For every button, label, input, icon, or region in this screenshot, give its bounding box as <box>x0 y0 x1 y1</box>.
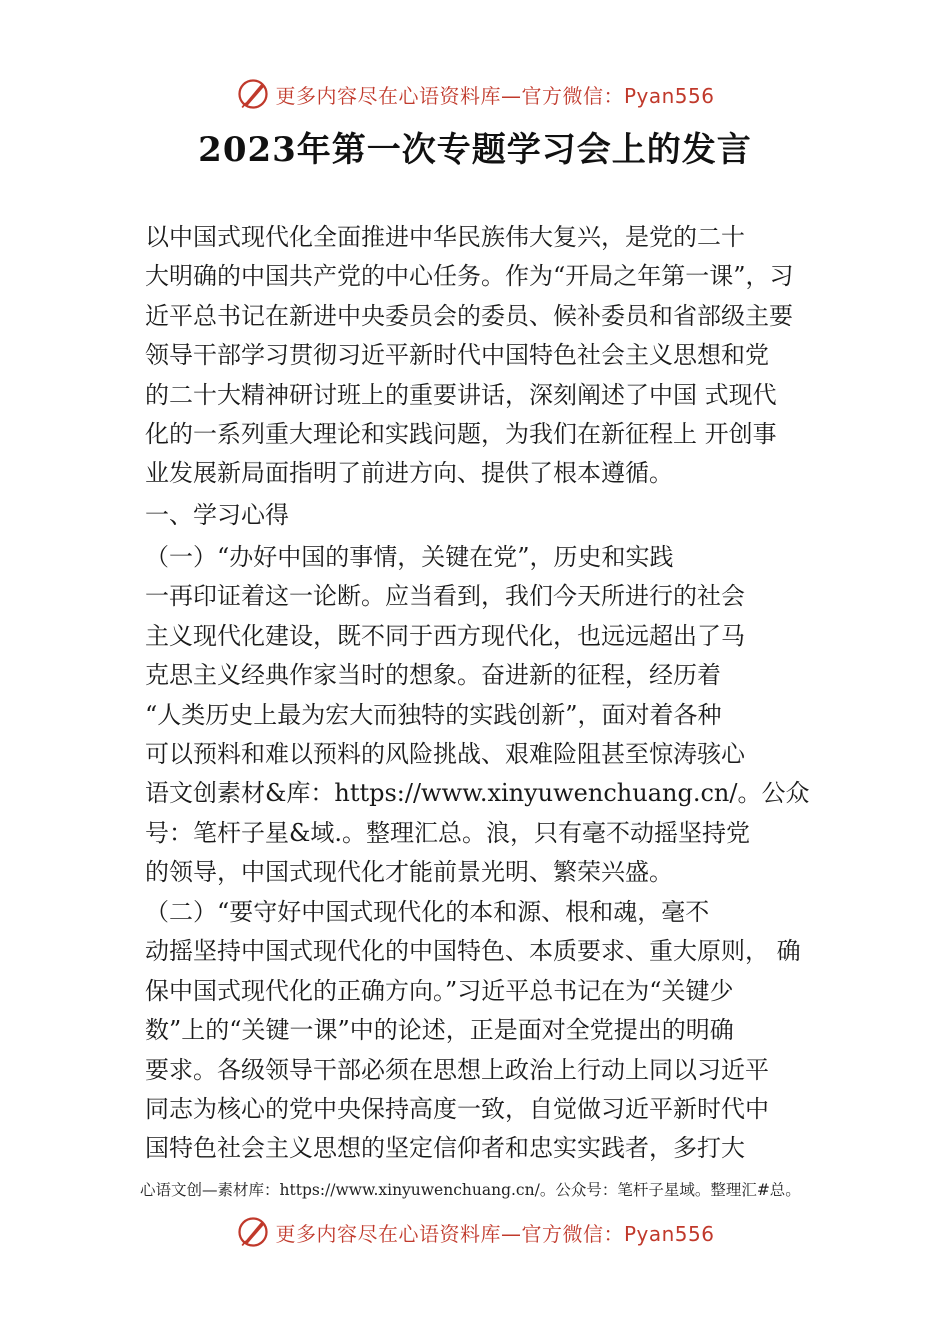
text-line: 号：笔杆子星&域.。整理汇总。浪，只有毫不动摇坚持党 <box>145 818 750 847</box>
paragraph-2 <box>145 538 835 893</box>
footer-note: 心语文创—素材库：https://www.xinyuwenchuang.cn/。公众号：笔杆子星域。整理汇#总。 <box>140 1181 801 1199</box>
text-line: 主义现代化建设，既不同于西方现代化，也远远超出了马 <box>145 621 745 650</box>
text-line: “人类历史上最为宏大而独特的实践创新”，面对着各种 <box>145 700 722 729</box>
text-line: 要求。各级领导干部必须在思想上政治上行动上同以习近平 <box>145 1055 769 1084</box>
section-heading <box>145 496 835 535</box>
text-line: （一）“办好中国的事情，关键在党”，历史和实践 <box>145 543 674 571</box>
document-title: 2023年第一次专题学习会上的发言 <box>198 130 752 170</box>
text-line: 化的一系列重大理论和实践问题，为我们在新征程上 开创事 <box>145 419 777 448</box>
heading-text: 一、学习心得 <box>145 501 289 529</box>
text-line: 的二十大精神研讨班上的重要讲话，深刻阐述了中国 式现代 <box>145 380 777 409</box>
banner-text: 更多内容尽在心语资料库—官方微信：Pyan556 <box>275 1221 715 1246</box>
text-line: 领导干部学习贯彻习近平新时代中国特色社会主义思想和党 <box>145 341 769 370</box>
text-line: 同志为核心的党中央保持高度一致，自觉做习近平新时代中 <box>145 1094 769 1123</box>
text-line: 可以预料和难以预料的风险挑战、艰难险阻甚至惊涛骇心 <box>145 739 745 768</box>
quill-pen-logo-icon <box>235 76 271 112</box>
text-line: 国特色社会主义思想的坚定信仰者和忠实实践者，多打大 <box>145 1134 745 1163</box>
paragraph-1 <box>145 218 835 494</box>
text-line: 一再印证着这一论断。应当看到，我们今天所进行的社会 <box>145 582 745 611</box>
text-line: （二）“要守好中国式现代化的本和源、根和魂，毫不 <box>145 898 710 926</box>
quill-pen-logo-icon <box>235 1214 271 1250</box>
text-line: 近平总书记在新进中央委员会的委员、候补委员和省部级主要 <box>145 301 793 330</box>
text-line: 大明确的中国共产党的中心任务。作为“开局之年第一课”，习 <box>145 262 794 291</box>
text-line: 以中国式现代化全面推进中华民族伟大复兴，是党的二十 <box>145 223 745 251</box>
text-line: 动摇坚持中国式现代化的中国特色、本质要求、重大原则， 确 <box>145 937 801 966</box>
text-line: 数”上的“关键一课”中的论述，正是面对全党提出的明确 <box>145 1016 734 1045</box>
banner-text: 更多内容尽在心语资料库—官方微信：Pyan556 <box>275 83 715 108</box>
text-line: 保中国式现代化的正确方向。”习近平总书记在为“关键少 <box>145 976 734 1005</box>
text-line: 语文创素材&库：https://www.xinyuwenchuang.cn/。公众 <box>145 779 810 808</box>
header-banner <box>0 72 950 116</box>
paragraph-3 <box>145 893 835 1169</box>
text-line: 克思主义经典作家当时的想象。奋进新的征程，经历着 <box>145 661 721 690</box>
text-line: 的领导，中国式现代化才能前景光明、繁荣兴盛。 <box>145 858 673 887</box>
footer-banner <box>0 1210 950 1254</box>
text-line: 业发展新局面指明了前进方向、提供了根本遵循。 <box>145 459 673 488</box>
